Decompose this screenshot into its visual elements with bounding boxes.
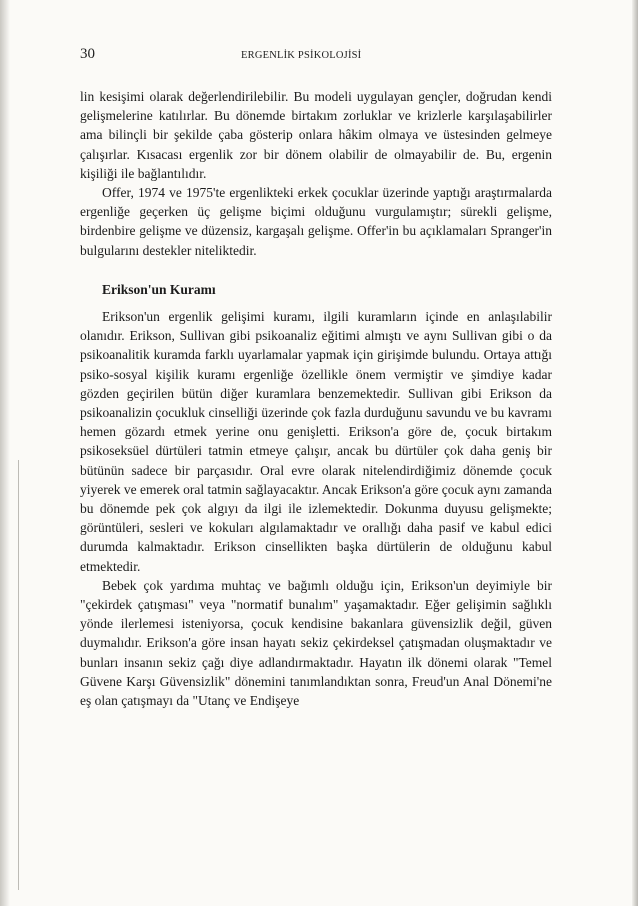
paragraph-continuation: lin kesişimi olarak değerlendirilebilir. Bu modeli uygulayan gençler, doğrudan kendi gelişmelerine katılırlar. Bu dönemde birtakım zorluklar ve krizlerle karşılaşabilirler ama bilinçli bir şekilde çaba gösterip onlara hâkim olmaya ve üstesinden gelmeye çalışırlar. Kısacası ergenlik zor bir dönem olabilir de olmayabilir de. Bu, ergenin kişiliği ile bağlantılıdır.: [80, 89, 552, 181]
paragraph-erikson-theory: Erikson'un ergenlik gelişimi kuramı, ilgili kuramların içinde en anlaşılabilir olanıdır. Erikson, Sullivan gibi psikoanaliz eğitimi almıştı ve aynı Sullivan gibi o da psikoanalitik kuramda farklı uyarlamalar yapmak için girişimde bulundu. Ortaya attığı psiko-sosyal kişilik kuramı ergenliğe özellikle önem vermiştir ve şimdiye kadar gözden geçirilen bütün diğer kuramlara benzemektedir. Sullivan gibi Erikson da psikoanalizin çocukluk cinselliği üzerinde çok fazla durduğunu savundu ve bu kavramı hemen gözardı etmek yerine onu genişletti. Erikson'a göre de, çocuk birtakım psikoseksüel dürtüleri tatmin etmeye çalışır, ancak bu dürtüler çok daha geniş bir bütünün sadece bir parçasıdır. Oral evre olarak nitelendirdiğimiz dönemde çocuk yiyerek ve emerek oral tatmin sağlayacaktır. Ancak Erikson'a göre çocuk aynı zamanda bu dönemde pek çok algıyı da ilgi ile izlemektedir. Dokunma duyusu gelişmekte; görüntüleri, sesleri ve kokuları algılamaktadır ve orallığı daha pasif ve kabul edici durumda kalmaktadır. Erikson cinsellikten başka dürtülerin de olduğunu kabul etmektedir.: [80, 309, 552, 574]
scan-gutter-line: [18, 460, 19, 890]
page-binding-shadow: [0, 0, 10, 906]
body-text: [80, 87, 552, 710]
paragraph-offer: Offer, 1974 ve 1975'te ergenlikteki erkek çocuklar üzerinde yaptığı araştırmalarda ergenliğe geçerken üç gelişme biçimi olduğunu vurgulamıştır; sürekli gelişme, birdenbire gelişme ve düzensiz, kargaşalı gelişme. Offer'in bu açıklamaları Spranger'in bulgularını destekler niteliktedir.: [80, 185, 552, 258]
running-head: ERGENLİK PSİKOLOJİSİ: [241, 50, 362, 61]
page-number: 30: [80, 46, 95, 62]
page-edge-shadow: [632, 0, 638, 906]
paragraph-core-conflict: Bebek çok yardıma muhtaç ve bağımlı olduğu için, Erikson'un deyimiyle bir "çekirdek çatışması" veya "normatif bunalım" yaşamaktadır. Eğer gelişimin sağlıklı yönde ilerlemesi isteniyorsa, çocuk kendisine bakanlara güvensizlik değil, güven duymalıdır. Erikson'a göre insan hayatı sekiz çekirdeksel çatışmadan oluşmaktadır ve bunları insanın sekiz çağı diye adlandırmaktadır. Hayatın ilk dönemi olarak "Temel Güvene Karşı Güvensizlik" dönemini tanımlandıktan sonra, Freud'un Anal Dönemi'ne eş olan çatışmayı da "Utanç ve Endişeye: [80, 577, 552, 709]
section-heading: Erikson'un Kuramı: [102, 281, 216, 297]
